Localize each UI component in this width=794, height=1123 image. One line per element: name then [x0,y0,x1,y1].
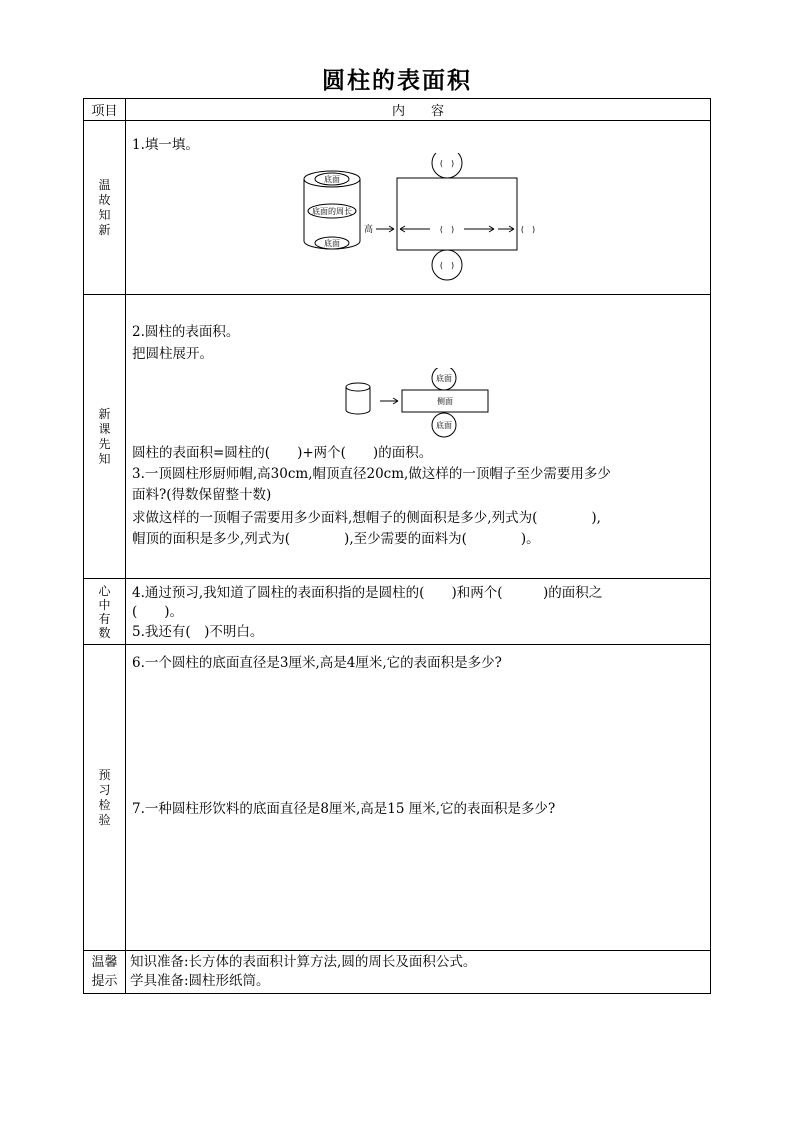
worksheet-table [83,98,711,994]
question-3-line-3: 求做这样的一顶帽子需要用多少面料,想帽子的侧面积是多少,列式为( ), [132,510,601,526]
cylinder-bottom-label: 底面 [324,239,340,248]
question-4-line-1: 4.通过预习,我知道了圆柱的表面积指的是圆柱的( )和两个( )的面积之 [132,585,603,601]
height-label: 高 [364,225,374,235]
question-2-sub: 把圆柱展开。 [132,346,213,362]
unfold-bottom-label: 底面 [436,421,452,430]
unfold-top-label: 底面 [436,374,452,383]
header-item: 项目 [84,99,126,121]
page-title: 圆柱的表面积 [322,67,472,94]
check-content [126,645,711,951]
question-3-line-2: 面料?(得数保留整十数) [132,487,272,503]
header-row [84,99,711,121]
tips-content [126,951,711,994]
formula-line: 圆柱的表面积=圆柱的( )+两个( )的面积。 [132,445,433,461]
section-label-check: 预习检验 [84,645,126,951]
section-check [84,645,711,951]
cylinder-top-label: 底面 [324,175,340,184]
summary-content [126,579,711,645]
question-1: 1.填一填。 [132,137,199,153]
question-7: 7.一种圆柱形饮料的底面直径是8厘米,高是15 厘米,它的表面积是多少? [132,801,556,817]
section-label-review: 温故知新 [84,121,126,295]
tips-line-2: 学具准备:圆柱形纸筒。 [130,973,270,989]
section-new-lesson [84,295,711,579]
question-5: 5.我还有( )不明白。 [132,624,264,640]
question-3-line-1: 3.一顶圆柱形厨师帽,高30cm,帽顶直径20cm,做这样的一顶帽子至少需要用多少 [132,466,611,482]
new-lesson-content [126,295,711,579]
question-2: 2.圆柱的表面积。 [132,324,240,340]
unfold-side-label: 侧面 [437,397,453,406]
section-review [84,121,711,295]
section-tips [84,951,711,994]
section-summary [84,579,711,645]
bottom-circle-blank: ( ) [439,261,455,270]
question-6: 6.一个圆柱的底面直径是3厘米,高是4厘米,它的表面积是多少? [132,655,502,671]
tips-line-1: 知识准备:长方体的表面积计算方法,圆的周长及面积公式。 [130,954,477,970]
cylinder-unfold-diagram-1 [302,153,542,283]
cylinder-side-label: 底面的周长 [312,207,352,216]
cylinder-unfold-diagram-2 [342,368,512,444]
width-blank: ( ) [439,225,455,234]
review-content [126,121,711,295]
top-circle-blank: ( ) [439,159,455,168]
section-label-new-lesson: 新课先知 [84,295,126,579]
section-label-tips: 温馨 提示 [84,951,126,994]
question-4-line-2: ( )。 [132,604,184,620]
question-3-line-4: 帽顶的面积是多少,列式为( ),至少需要的面料为( )。 [132,531,540,547]
section-label-summary: 心中有数 [84,579,126,645]
header-content: 内 容 [126,99,711,121]
right-blank: ( ) [520,225,536,234]
